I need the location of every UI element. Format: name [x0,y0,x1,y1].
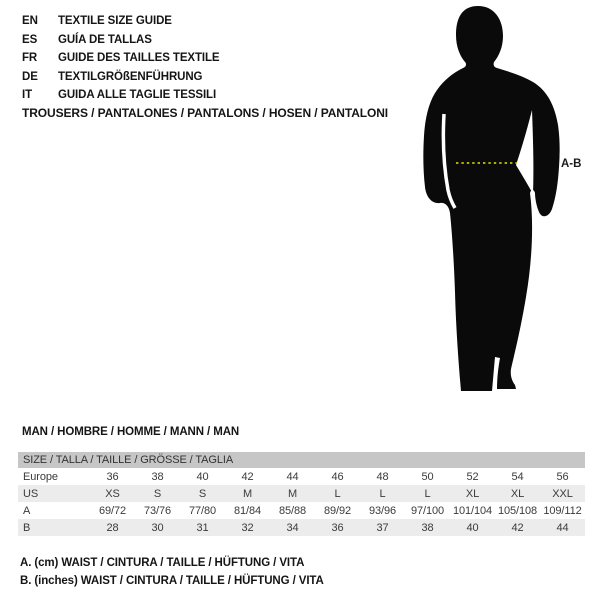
table-cell: 37 [376,521,389,534]
table-cell: 38 [421,521,434,534]
table-cell: 105/108 [497,504,538,517]
language-text: GUÍA DE TALLAS [58,33,152,46]
table-cell: M [287,487,298,500]
table-cell: 89/92 [323,504,352,517]
measure-label-ab: A-B [561,158,582,170]
row-label: Europe [23,470,58,483]
row-label: B [23,521,31,534]
table-cell: 52 [466,470,479,483]
language-text: GUIDA ALLE TAGLIE TESSILI [58,89,217,102]
table-cell: 54 [511,470,524,483]
table-cell: 101/104 [452,504,493,517]
table-cell: L [379,487,386,500]
language-text: TEXTILE SIZE GUIDE [58,15,172,28]
table-cell: S [198,487,207,500]
language-text: TEXTILGRÖßENFÜHRUNG [58,70,203,83]
footnotes [20,555,324,590]
size-table-header: SIZE / TALLA / TAILLE / GRÖSSE / TAGLIA [18,452,585,468]
table-cell: 77/80 [188,504,217,517]
table-cell: 69/72 [98,504,127,517]
table-cell: 34 [286,521,299,534]
size-table [18,452,585,536]
table-cell: 40 [466,521,479,534]
size-table-header-row [18,452,585,468]
table-cell: 36 [331,521,344,534]
table-cell: L [424,487,431,500]
table-cell: 40 [196,470,209,483]
table-cell: 30 [151,521,164,534]
table-row-us [18,485,585,502]
table-row-b-inches [18,519,585,536]
table-row-a-cm [18,502,585,519]
table-cell: 44 [556,521,569,534]
table-cell: M [242,487,253,500]
table-cell: 42 [511,521,524,534]
table-cell: XL [510,487,525,500]
table-cell: 42 [241,470,254,483]
table-cell: 36 [106,470,119,483]
language-code: ES [22,33,38,46]
table-cell: 46 [331,470,344,483]
footnote-b: B. (inches) WAIST / CINTURA / TAILLE / HÜFTUNG / VITA [20,574,324,587]
section-title-man: MAN / HOMBRE / HOMME / MANN / MAN [22,426,240,438]
row-label: A [23,504,31,517]
row-label: US [23,487,39,500]
man-silhouette-icon [423,6,559,391]
footnote-a: A. (cm) WAIST / CINTURA / TAILLE / HÜFTUNG / VITA [20,557,305,569]
garment-title: TROUSERS / PANTALONES / PANTALONS / HOSEN / PANTALONI [22,106,389,120]
table-cell: 38 [151,470,164,483]
table-cell: 56 [556,470,569,483]
language-code: FR [22,52,38,65]
table-cell: 48 [376,470,389,483]
table-cell: 97/100 [410,504,445,517]
table-cell: 31 [196,521,209,534]
table-row-europe [18,468,585,485]
table-cell: L [334,487,341,500]
language-code: DE [22,70,38,83]
table-cell: 44 [286,470,299,483]
table-cell: XL [465,487,480,500]
table-cell: 32 [241,521,254,534]
table-cell: S [153,487,162,500]
table-cell: XXL [552,487,573,500]
language-code: EN [22,15,38,28]
table-cell: 73/76 [143,504,172,517]
table-cell: XS [105,487,120,500]
table-cell: 85/88 [278,504,307,517]
table-cell: 81/84 [233,504,262,517]
table-cell: 28 [106,521,119,534]
language-code: IT [22,89,33,102]
table-cell: 50 [421,470,434,483]
table-cell: 93/96 [368,504,397,517]
language-text: GUIDE DES TAILLES TEXTILE [58,52,220,65]
table-cell: 109/112 [543,504,582,517]
